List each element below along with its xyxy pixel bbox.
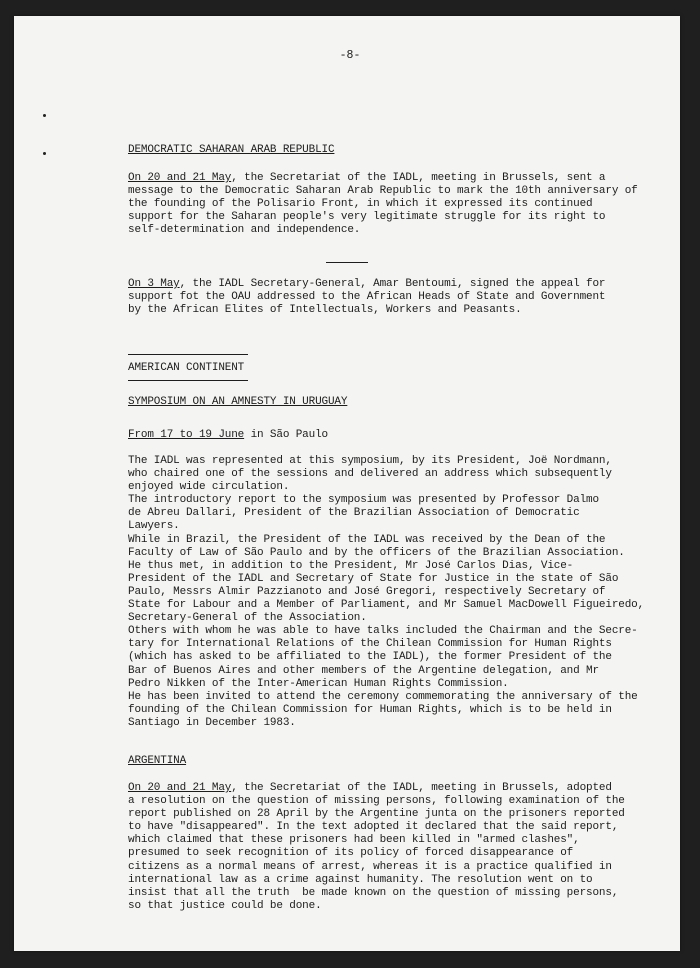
paragraph-text: , the Secretariat of the IADL, meeting in Brussels, sent a message to the Democratic Saharan Arab Republic to mark the 10th anniversary of the founding of the Polisario Front, in which it expressed its continued support for the Saharan people's very legitimate struggle for its right to self-determination and independence. (128, 172, 638, 237)
symposium-date-line (128, 429, 328, 441)
dsar-paragraph-1 (128, 172, 658, 237)
section-heading-dsar: DEMOCRATIC SAHARAN ARAB REPUBLIC (128, 144, 335, 156)
argentina-paragraph (128, 782, 658, 913)
paragraph-text: , the Secretariat of the IADL, meeting in Brussels, adopted a resolution on the question of missing persons, following examination of the report published on 28 April by the Argentine junta on the prisoners reported to have "disappeared". In the text adopted it declared that the said report, which claimed that these prisoners had been killed in "armed clashes", presumed to seek recognition of its policy of forced disappearance of citizens as a normal means of arrest, whereas it is a practice qualified in international law as a crime against humanity. The resolution went on to insist that all the truth be made known on the question of missing persons, so that justice could be done. (128, 782, 625, 912)
section-heading-american-continent: AMERICAN CONTINENT (128, 362, 245, 374)
heading-rule-top (128, 354, 248, 355)
date-underlined: On 3 May (128, 278, 180, 290)
date-underlined: On 20 and 21 May (128, 172, 232, 184)
symposium-body: The IADL was represented at this symposium, by its President, Joë Nordmann, who chaired one of the sessions and delivered an address which subsequently enjoyed wide circulation. The introductory report to the symposium was presented by Professor Dalmo de Abreu Dallari, President of the Brazilian Association of Democratic Lawyers. While in Brazil, the President of the IADL was received by the Dean of the Faculty of Law of São Paulo and by the officers of the Brazilian Association. He thus met, in addition to the President, Mr José Carlos Dias, Vice- President of the IADL and Secretary of State for Justice in the state of São Paulo, Messrs Almir Pazzianoto and José Gregori, respectively Secretary of State for Labour and a Member of Parliament, and Mr Samuel MacDowell Figueiredo, Secretary-General of the Association. Others with whom he was able to have talks included the Chairman and the Secre- tary for International Relations of the Chilean Commission for Human Rights (which has asked to be affiliated to the IADL), the former President of the Bar of Buenos Aires and other members of the Argentine delegation, and Mr Pedro Nikken of the Inter-American Human Rights Commission. He has been invited to attend the ceremony commemorating the anniversary of the founding of the Chilean Commission for Human Rights, which is to be held in Santiago in December 1983. (128, 455, 645, 729)
short-divider (326, 262, 368, 263)
paragraph-text: , the IADL Secretary-General, Amar Bentoumi, signed the appeal for support fot the OAU addressed to the African Heads of State and Government by the African Elites of Intellectuals, Workers and Peasants. (128, 278, 606, 317)
dsar-paragraph-2 (128, 278, 658, 317)
section-heading-argentina: ARGENTINA (128, 755, 187, 767)
punch-hole-mark (43, 152, 46, 155)
subheading-symposium: SYMPOSIUM ON AN AMNESTY IN URUGUAY (128, 396, 348, 408)
date-underlined: On 20 and 21 May (128, 782, 232, 794)
page-number: -8- (339, 49, 361, 62)
location-text: in São Paulo (244, 429, 328, 441)
heading-rule-bottom (128, 380, 248, 381)
date-underlined: From 17 to 19 June (128, 429, 245, 441)
punch-hole-mark (43, 114, 46, 117)
